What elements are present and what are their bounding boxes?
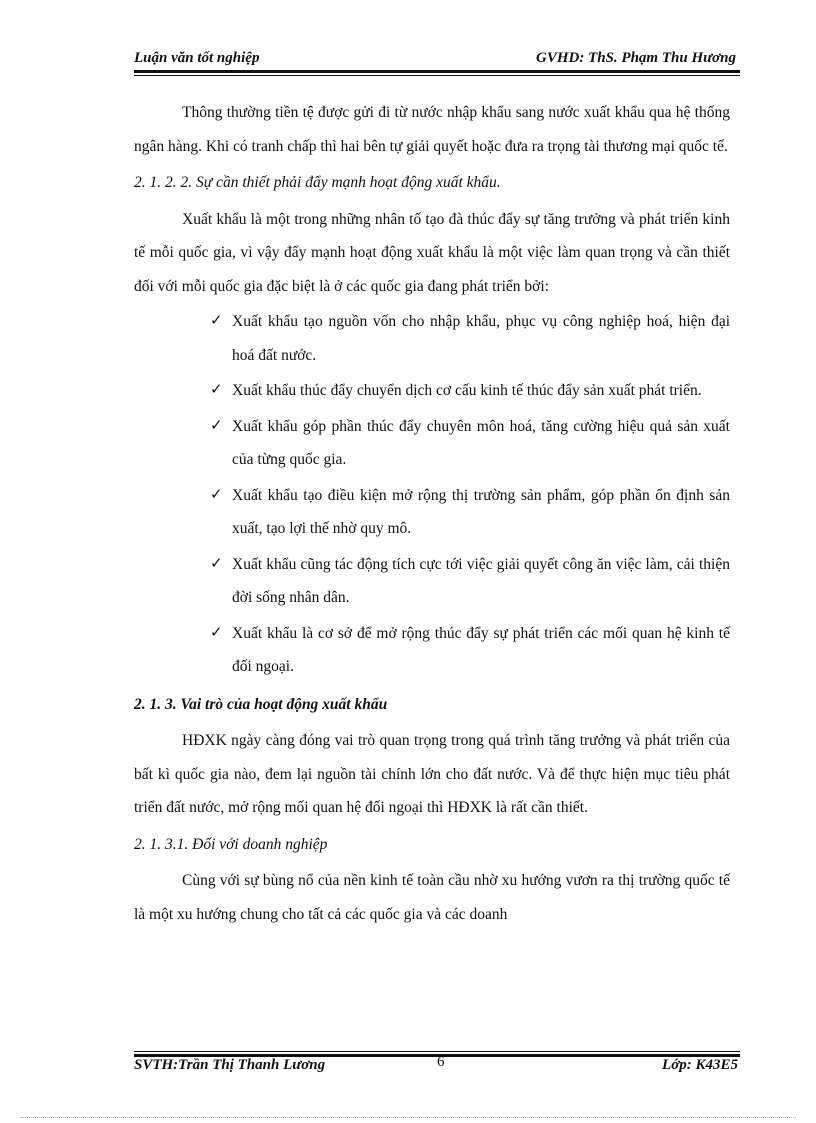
checkmark-icon: ✓: [210, 417, 223, 434]
paragraph-export-role: HĐXK ngày càng đóng vai trò quan trọng trong quá trình tăng trưởng và phát triển của bất kì quốc gia nào, đem lại nguồn tài chính lớn cho đất nước. Và để thực hiện mục tiêu phát triển đất nước, mở rộng mối quan hệ đối ngoại thì HĐXK là rất cần thiết.: [134, 732, 730, 816]
header-advisor: GVHD: ThS. Phạm Thu Hương: [536, 50, 736, 66]
checkmark-icon: ✓: [210, 486, 223, 503]
heading-2122-export-necessity: 2. 1. 2. 2. Sự cần thiết phải đẩy mạnh hoạt động xuất khẩu.: [134, 174, 501, 191]
checkmark-icon: ✓: [210, 624, 223, 641]
list-item-text: Xuất khẩu tạo điều kiện mở rộng thị trường sản phẩm, góp phần ổn định sản xuất, tạo lợi thế nhờ quy mô.: [232, 486, 730, 537]
checkmark-icon: ✓: [210, 555, 223, 572]
list-item-text: Xuất khẩu là cơ sở để mở rộng thúc đẩy sự phát triển các mối quan hệ kinh tế đối ngoại.: [232, 624, 730, 675]
page-header: [134, 50, 740, 70]
heading-213-export-role: 2. 1. 3. Vai trò của hoạt động xuất khẩu: [134, 695, 388, 713]
checkmark-icon: ✓: [210, 382, 223, 398]
page-footer: [134, 1054, 740, 1079]
list-item-text: Xuất khẩu thúc đẩy chuyển dịch cơ cấu kinh tế thúc đẩy sản xuất phát triển.: [232, 382, 702, 399]
list-item: [134, 548, 730, 615]
list-item: [134, 410, 730, 477]
list-item: [134, 479, 730, 546]
paragraph-export-necessity: Xuất khẩu là một trong những nhân tố tạo đà thúc đẩy sự tăng trưởng và phát triển kinh tế mỗi quốc gia, vì vậy đẩy mạnh hoạt động xuất khẩu là một việc làm quan trọng và cần thiết đối với mỗi quốc gia đặc biệt là ở các quốc gia đang phát triển bởi:: [134, 210, 730, 295]
checkmark-icon: ✓: [210, 313, 223, 329]
paragraph-for-enterprises: Cùng với sự bùng nổ của nền kinh tế toàn cầu nhờ xu hướng vươn ra thị trường quốc tế là một xu hướng chung cho tất cả các quốc gia và các doanh: [134, 872, 730, 923]
footer-student-name: SVTH:Trần Thị Thanh Lương: [134, 1057, 326, 1073]
export-benefits-list: [134, 305, 730, 684]
header-thesis-title: Luận văn tốt nghiệp: [134, 50, 260, 66]
page-number: 6: [437, 1054, 445, 1070]
header-rule-thick: [134, 70, 740, 73]
page-bottom-divider: [20, 1117, 796, 1118]
list-item: [134, 617, 730, 684]
list-item-text: Xuất khẩu góp phần thúc đẩy chuyên môn hoá, tăng cường hiệu quả sản xuất của từng quốc gia.: [232, 417, 730, 468]
footer-rule-thin: [134, 1051, 740, 1052]
list-item: [134, 305, 730, 372]
footer-class: Lớp: K43E5: [662, 1057, 738, 1073]
page-body: [134, 96, 730, 931]
paragraph-payment-transfer: Thông thường tiền tệ được gửi đi từ nước nhập khẩu sang nước xuất khẩu qua hệ thống ngân hàng. Khi có tranh chấp thì hai bên tự giải quyết hoặc đưa ra trọng tài thương mại quốc tế.: [134, 104, 730, 155]
header-rule-thin: [134, 75, 740, 76]
list-item: [134, 374, 730, 408]
heading-2131-for-enterprises: 2. 1. 3.1. Đối với doanh nghiệp: [134, 835, 328, 853]
list-item-text: Xuất khẩu cũng tác động tích cực tới việc giải quyết công ăn việc làm, cải thiện đời sống nhân dân.: [232, 555, 730, 606]
list-item-text: Xuất khẩu tạo nguồn vốn cho nhập khẩu, phục vụ công nghiệp hoá, hiện đại hoá đất nước.: [232, 313, 730, 364]
